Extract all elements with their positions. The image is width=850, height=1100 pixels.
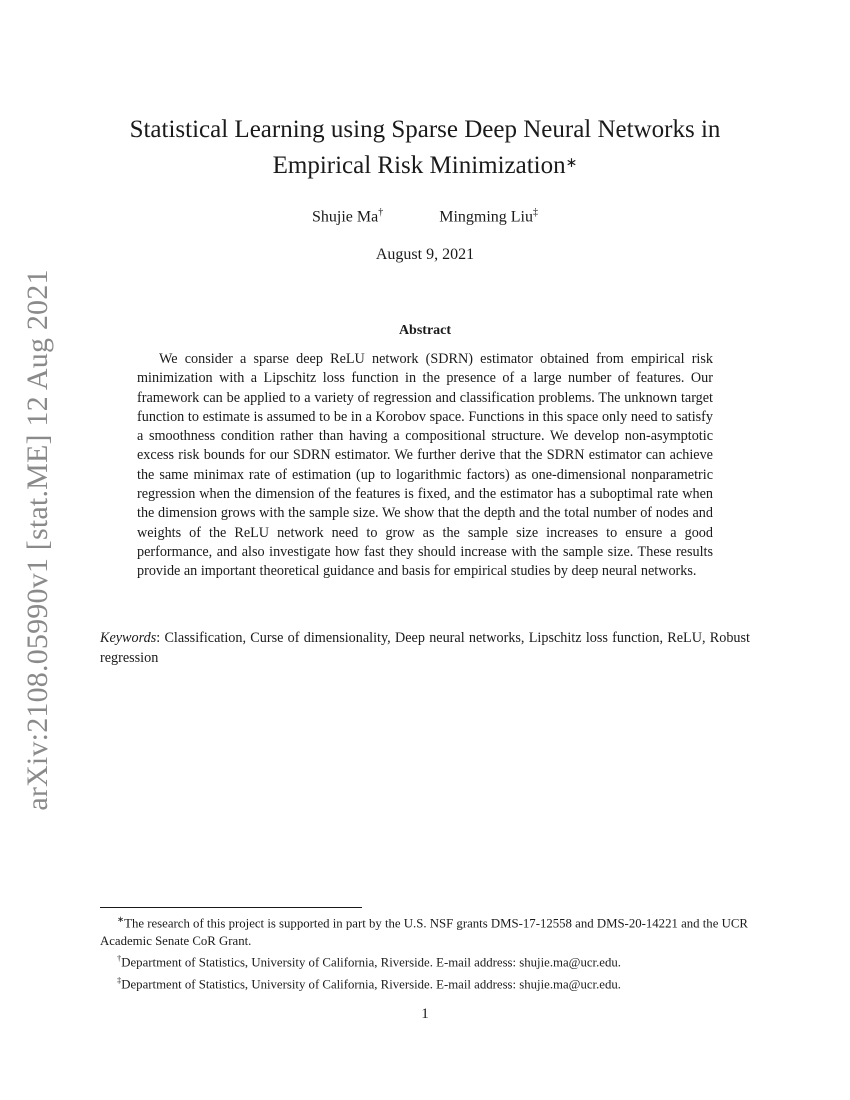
footnote-2-text: Department of Statistics, University of California, Riverside. E-mail address: shujie.ma@ucr.edu.	[121, 955, 621, 970]
footnote-funding	[100, 911, 752, 950]
footnotes	[100, 911, 752, 994]
title-line-2	[100, 148, 750, 184]
author-2-name: Mingming Liu	[439, 208, 533, 226]
keywords-label: Keywords	[100, 630, 157, 646]
keywords-text: Classification, Curse of dimensionality, Deep neural networks, Lipschitz loss function, ReLU, Robust regression	[100, 630, 750, 666]
author-list	[0, 207, 850, 226]
footnote-1-text: The research of this project is supported in part by the U.S. NSF grants DMS-17-12558 and DMS-20-14221 and the UCR Academic Senate CoR Grant.	[100, 916, 748, 948]
author-2-marker: ‡	[533, 207, 538, 218]
footnote-1-marker: ∗	[117, 914, 125, 924]
footnote-divider	[100, 907, 362, 908]
footnote-3-text: Department of Statistics, University of California, Riverside. E-mail address: shujie.ma@ucr.edu.	[121, 977, 621, 992]
author-2	[439, 207, 538, 226]
footnote-3-marker: ‡	[117, 975, 122, 986]
abstract-text: We consider a sparse deep ReLU network (SDRN) estimator obtained from empirical risk minimization with a Lipschitz loss function in the presence of a large number of features. Our framework can be applied to a variety of regression and classification problems. The unknown target function to estimate is assumed to be in a Korobov space. Functions in this space only need to satisfy a smoothness condition rather than having a compositional structure. We develop non-asymptotic excess risk bounds for our SDRN estimator. We further derive that the SDRN estimator can achieve the same minimax rate of estimation (up to logarithmic factors) as one-dimensional nonparametric regression when the dimension of the features is fixed, and the estimator has a suboptimal rate when the dimension grows with the sample size. We show that the depth and the total number of nodes and weights of the ReLU network need to grow as the sample size increases to ensure a good performance, and also investigate how fast they should increase with the sample size. These results provide an important theoretical guidance and basis for empirical studies by deep neural networks.	[137, 351, 713, 580]
paper-title	[100, 112, 750, 184]
footnote-2-marker: †	[117, 953, 122, 964]
author-1	[312, 207, 383, 226]
author-1-name: Shujie Ma	[312, 208, 379, 226]
title-line-1: Statistical Learning using Sparse Deep Neural Networks in	[129, 116, 721, 143]
page-number: 1	[421, 1006, 429, 1022]
abstract-heading: Abstract	[398, 323, 452, 338]
keywords: Keywords: Classification, Curse of dimensionality, Deep neural networks, Lipschitz loss function, ReLU, Robust regression	[100, 630, 750, 666]
title-line-2-text: Empirical Risk Minimization	[272, 152, 566, 179]
footnote-author-2	[100, 972, 752, 994]
arxiv-identifier-stamp: arXiv:2108.05990v1 [stat.ME] 12 Aug 2021	[21, 269, 54, 811]
title-footnote-marker: ∗	[565, 156, 578, 171]
paper-date: August 9, 2021	[375, 246, 475, 263]
footnote-author-1	[100, 950, 752, 972]
author-1-marker: †	[378, 207, 384, 218]
